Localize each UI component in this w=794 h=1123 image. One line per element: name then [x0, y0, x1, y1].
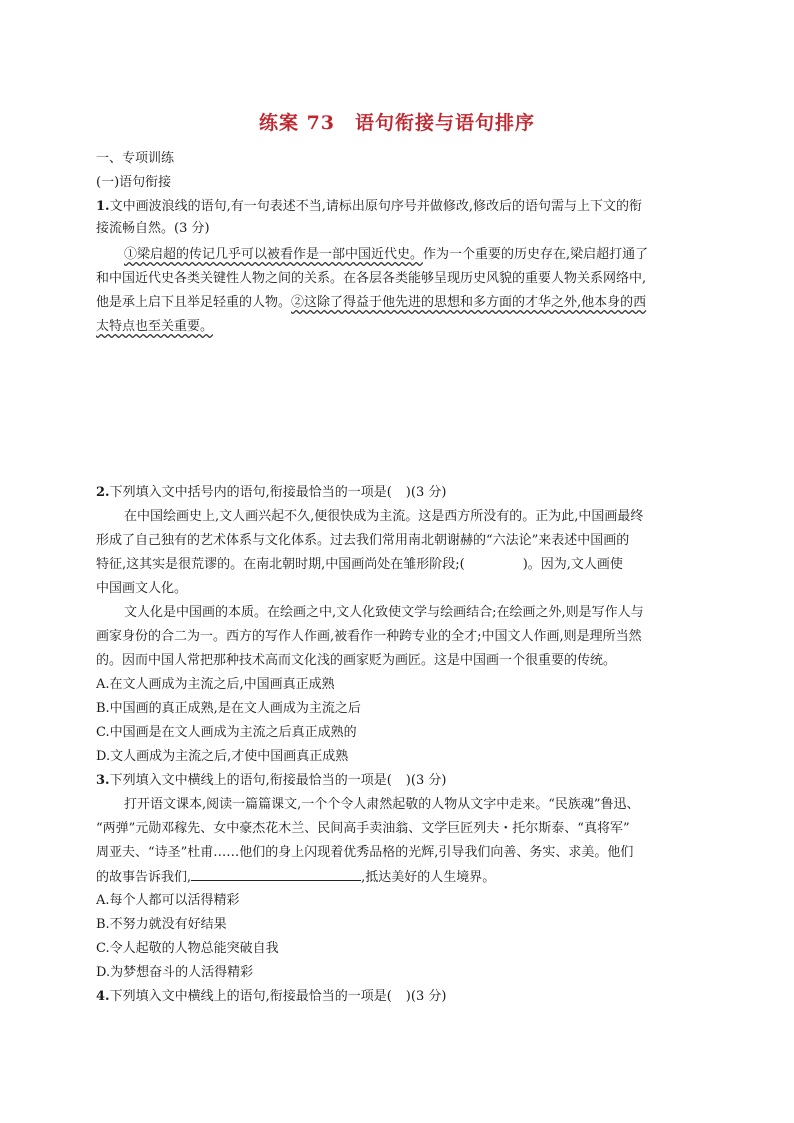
- q1-passage-line-3: [96, 294, 706, 312]
- q1-wavy-sentence-2: ②这除了得益于他先进的思想和多方面的才华之外,他本身的西: [291, 295, 647, 310]
- q4-stem: [96, 988, 706, 1006]
- q1-wavy-sentence-1: ①梁启超的传记几乎可以被看作是一部中国近代史。: [124, 247, 424, 262]
- q3-option-a[interactable]: A.每个人都可以活得精彩: [96, 893, 240, 908]
- q1-stem-line-2: 接流畅自然。(3 分): [96, 221, 210, 236]
- page-title: 练案 73 语句衔接与语句排序: [258, 112, 536, 134]
- q3-stem-text: 下列填入文中横线上的语句,衔接最恰当的一项是(: [109, 773, 392, 788]
- q1-stem-a: 文中画波浪线的语句,有一句表述不当,请标出原句序号并做修改,修改后的语句需与上下文的衔: [109, 199, 642, 214]
- section-heading: 一、专项训练: [96, 151, 175, 166]
- q2-option-c[interactable]: C.中国画是在文人画成为主流之后真正成熟的: [96, 725, 357, 740]
- q3-passage-text-4b: ,抵达美好的人生境界。: [361, 870, 496, 885]
- q2-option-d[interactable]: D.文人画成为主流之后,才使中国画真正成熟: [96, 749, 349, 764]
- q4-stem-text: 下列填入文中横线上的语句,衔接最恰当的一项是(: [109, 989, 392, 1004]
- q1-wavy-sentence-2-end: 太特点也至关重要。: [96, 319, 214, 334]
- q3-option-b[interactable]: B.不努力就没有好结果: [96, 917, 227, 932]
- q1-passage-line-4: [96, 318, 706, 336]
- q3-stem: [96, 772, 706, 790]
- subsection-heading: (一)语句衔接: [96, 175, 172, 190]
- q1-number: 1.: [96, 199, 110, 214]
- q2-passage-line-1: 在中国绘画史上,文人画兴起不久,便很快成为主流。这是西方所没有的。正为此,中国画最终: [124, 509, 644, 524]
- q1-passage-line-1: [124, 246, 708, 264]
- q2-passage-line-7: 的。因而中国人常把那种技术高而文化浅的画家贬为画匠。这是中国画一个很重要的传统。: [96, 653, 617, 668]
- q3-passage-line-3: 周亚夫、“诗圣”杜甫……他们的身上闪现着优秀品格的光辉,引导我们向善、务实、求美。他们: [96, 845, 634, 860]
- q2-passage-line-6: 画家身份的合二为一。西方的写作人作画,被看作一种跨专业的全才;中国文人作画,则是理所当然: [96, 629, 642, 644]
- q2-passage-text-3b: )。因为,文人画使: [522, 557, 623, 572]
- q3-passage-line-2: “两弹”元勋邓稼先、女中豪杰花木兰、民间高手卖油翁、文学巨匠列夫・托尔斯泰、“真将军”: [96, 821, 630, 836]
- q1-passage-text-1: 作为一个重要的历史存在,梁启超打通了: [423, 247, 649, 262]
- q3-number: 3.: [96, 773, 110, 788]
- q2-passage-line-5: 文人化是中国画的本质。在绘画之中,文人化致使文学与绘画结合;在绘画之外,则是写作人与: [124, 605, 644, 620]
- q4-stem-end: )(3 分): [405, 989, 447, 1004]
- q2-stem-end: )(3 分): [405, 485, 447, 500]
- q2-option-b[interactable]: B.中国画的真正成熟,是在文人画成为主流之后: [96, 701, 361, 716]
- q3-option-c[interactable]: C.令人起敬的人物总能突破自我: [96, 941, 279, 956]
- q3-option-d[interactable]: D.为梦想奋斗的人活得精彩: [96, 965, 254, 980]
- q3-passage-line-4: [96, 868, 706, 887]
- q1-stem-line-1: [96, 198, 706, 216]
- q4-number: 4.: [96, 989, 110, 1004]
- q2-stem: [96, 484, 706, 502]
- q3-answer-blank[interactable]: [191, 868, 361, 881]
- q3-passage-text-4a: 的故事告诉我们,: [96, 870, 192, 885]
- q2-option-a[interactable]: A.在文人画成为主流之后,中国画真正成熟: [96, 677, 335, 692]
- q2-number: 2.: [96, 485, 110, 500]
- q3-passage-line-1: 打开语文课本,阅读一篇篇课文,一个个令人肃然起敬的人物从文字中走来。“民族魂”鲁迅、: [124, 797, 640, 812]
- q2-passage-text-3a: 特征,这其实是很荒谬的。在南北朝时期,中国画尚处在雏形阶段;(: [96, 557, 465, 572]
- q1-passage-text-3: 他是承上启下且举足轻重的人物。: [96, 295, 292, 310]
- q2-passage-line-4: 中国画文人化。: [96, 581, 188, 596]
- q2-passage-line-3: [96, 556, 706, 574]
- q1-passage-line-2: 和中国近代史各类关键性人物之间的关系。在各层各类能够呈现历史风貌的重要人物关系网络中,: [96, 271, 647, 286]
- q2-stem-text: 下列填入文中括号内的语句,衔接最恰当的一项是(: [109, 485, 392, 500]
- q3-stem-end: )(3 分): [405, 773, 447, 788]
- q2-passage-line-2: 形成了自己独有的艺术体系与文化体系。过去我们常用南北朝谢赫的“六法论”来表述中国画的: [96, 533, 630, 548]
